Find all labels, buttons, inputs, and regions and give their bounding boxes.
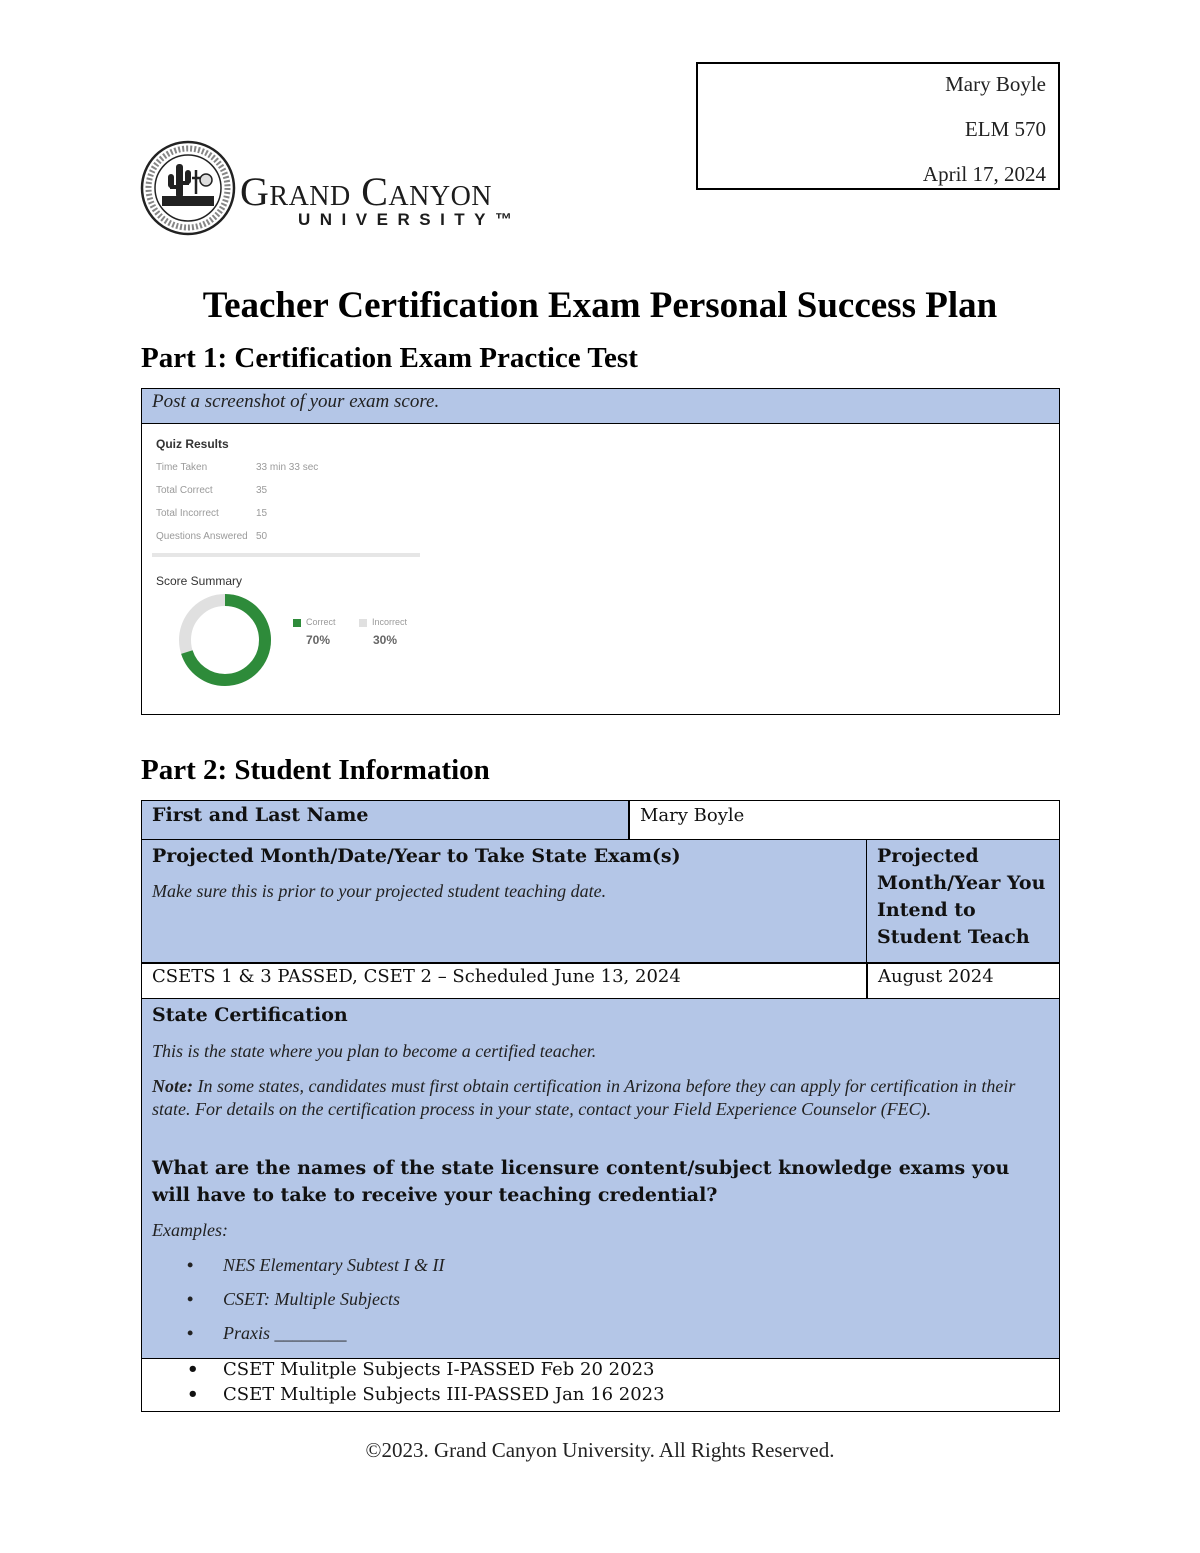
name-value: Mary Boyle [640, 805, 745, 826]
student-name: Mary Boyle [945, 72, 1046, 96]
legend-correct-pct: 70% [306, 633, 331, 647]
answer-item: • CSET Mulitple Subjects I-PASSED Feb 20 2023 [223, 1359, 654, 1380]
part1-heading: Part 1: Certification Exam Practice Test [141, 342, 638, 374]
state-cert-label: State Certification [152, 1004, 348, 1026]
quiz-row-value: 33 min 33 sec [256, 462, 319, 473]
student-teach-label-cell [866, 839, 1060, 964]
exam-score-screenshot [142, 425, 442, 715]
exam-date-value: CSETS 1 & 3 PASSED, CSET 2 – Scheduled June 13, 2024 [152, 966, 681, 987]
note-label: Note: [152, 1076, 193, 1096]
note-text: In some states, candidates must first obtain certification in Arizona before they can apply for certification in their state. For details on the certification process in your state, contact your Field Experience Counselor (FEC). [152, 1076, 1016, 1119]
legend-incorrect-label: Incorrect [372, 617, 408, 627]
state-cert-note: This is the state where you plan to become a certified teacher. [152, 1041, 597, 1061]
exam-date-value-cell [141, 962, 868, 1000]
quiz-row-value: 50 [256, 531, 268, 542]
name-value-cell [628, 800, 1060, 841]
student-info-box [696, 62, 1060, 190]
university-seal-icon [140, 140, 236, 236]
quiz-divider [152, 553, 420, 557]
legend-correct-label: Correct [306, 617, 336, 627]
quiz-results-heading: Quiz Results [156, 437, 229, 451]
exam-date-label-cell [141, 839, 868, 964]
licensure-question: What are the names of the state licensure content/subject knowledge exams you will have to take to receive your teaching credential? [152, 1157, 1010, 1206]
name-label-cell [141, 800, 630, 841]
part2-heading: Part 2: Student Information [141, 754, 490, 786]
name-label: First and Last Name [152, 804, 369, 826]
licensure-answers-cell [141, 1357, 1060, 1412]
document-title: Teacher Certification Exam Personal Success Plan [202, 285, 998, 326]
quiz-row-label: Total Incorrect [156, 508, 219, 519]
examples-label: Examples: [152, 1220, 228, 1240]
quiz-row-value: 35 [256, 485, 268, 496]
legend-correct-swatch [293, 619, 301, 627]
student-teach-label: Projected Month/Year You Intend to Student Teach [877, 845, 1046, 948]
submission-date: April 17, 2024 [922, 162, 1046, 186]
quiz-row-label: Time Taken [156, 462, 208, 473]
logo-university-name: Grand Canyon [240, 169, 493, 214]
legend-incorrect-swatch [359, 619, 367, 627]
exam-date-note: Make sure this is prior to your projected student teaching date. [152, 881, 607, 901]
student-teach-value-cell [866, 962, 1060, 1000]
quiz-row-label: Total Correct [156, 485, 213, 496]
exam-date-label: Projected Month/Date/Year to Take State Exam(s) [152, 845, 681, 867]
example-item: • NES Elementary Subtest I & II [223, 1255, 444, 1276]
student-teach-value: August 2024 [878, 966, 994, 987]
university-logo [140, 140, 560, 236]
example-item: • CSET: Multiple Subjects [223, 1289, 400, 1310]
score-donut-chart [175, 590, 275, 690]
part1-instruction: Post a screenshot of your exam score. [142, 389, 1059, 424]
quiz-row-label: Questions Answered [156, 531, 248, 542]
logo-university-subtitle: UNIVERSITY™ [298, 210, 522, 229]
legend-incorrect-pct: 30% [373, 633, 398, 647]
course-code: ELM 570 [964, 117, 1046, 141]
part1-screenshot-box [141, 388, 1060, 715]
copyright-footer: ©2023. Grand Canyon University. All Rights Reserved. [365, 1438, 835, 1462]
quiz-row-value: 15 [256, 508, 268, 519]
example-item: • Praxis ________ [223, 1323, 347, 1344]
state-cert-cell [141, 998, 1060, 1359]
state-cert-caveat [152, 1075, 1042, 1121]
score-summary-heading: Score Summary [156, 574, 243, 588]
answer-item: • CSET Multiple Subjects III-PASSED Jan 16 2023 [223, 1384, 665, 1405]
